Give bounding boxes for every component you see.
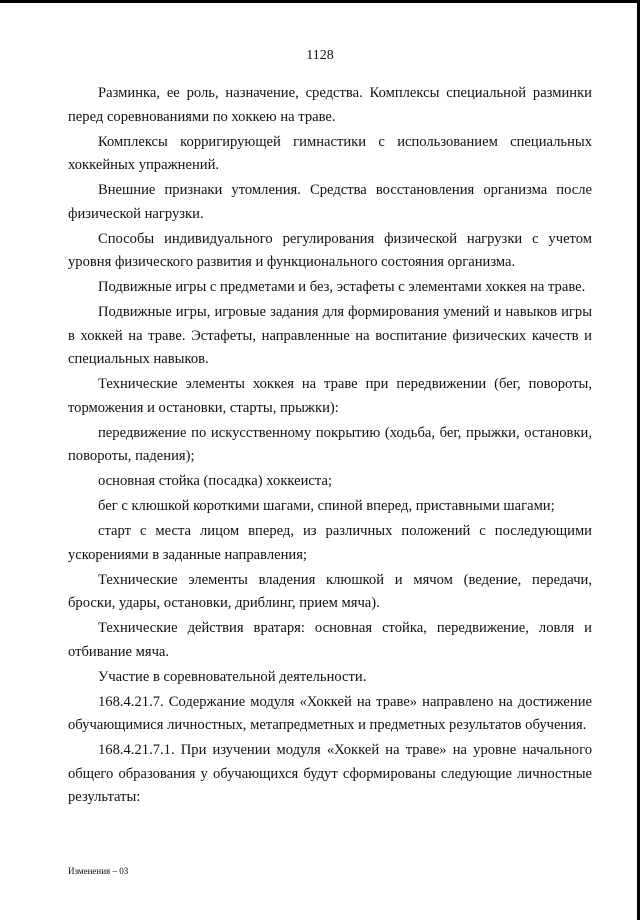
page-border-top xyxy=(0,0,640,3)
list-item: основная стойка (посадка) хоккеиста; xyxy=(98,473,332,489)
section-paragraph: 168.4.21.7. Содержание модуля «Хоккей на траве» направлено на достижение обучающимися личностных, метапредметных и предметных результатов обучения. xyxy=(68,693,592,733)
paragraph: Комплексы корригирующей гимнастики с использованием специальных хоккейных упражнений. xyxy=(68,133,592,173)
paragraph: Подвижные игры, игровые задания для формирования умений и навыков игры в хоккей на траве. Эстафеты, направленные на воспитание физических качеств и специальных навыков. xyxy=(68,304,592,367)
paragraph: Подвижные игры с предметами и без, эстафеты с элементами хоккея на траве. xyxy=(98,279,586,295)
page-number: 1128 xyxy=(306,48,334,63)
paragraph: Технические действия вратаря: основная стойка, передвижение, ловля и отбивание мяча. xyxy=(68,620,592,660)
paragraph: Способы индивидуального регулирования физической нагрузки с учетом уровня физического развития и функционального состояния организма. xyxy=(68,230,592,270)
list-item: старт с места лицом вперед, из различных положений с последующими ускорениями в заданные направления; xyxy=(68,523,592,563)
paragraph: Технические элементы хоккея на траве при передвижении (бег, повороты, торможения и остановки, старты, прыжки): xyxy=(68,376,592,416)
paragraph: Разминка, ее роль, назначение, средства. Комплексы специальной разминки перед соревнованиями по хоккею на траве. xyxy=(68,85,592,125)
section-paragraph: 168.4.21.7.1. При изучении модуля «Хоккей на траве» на уровне начального общего образования у обучающихся будут сформированы следующие личностные результаты: xyxy=(68,742,592,805)
paragraph: Технические элементы владения клюшкой и мячом (ведение, передачи, броски, удары, остановки, дриблинг, прием мяча). xyxy=(68,571,592,611)
document-body xyxy=(68,82,592,811)
paragraph: Внешние признаки утомления. Средства восстановления организма после физической нагрузки. xyxy=(68,182,592,222)
footer-revision-note: Изменения – 03 xyxy=(68,866,129,876)
list-item: бег с клюшкой короткими шагами, спиной вперед, приставными шагами; xyxy=(98,498,555,514)
paragraph: Участие в соревновательной деятельности. xyxy=(98,668,367,685)
list-item: передвижение по искусственному покрытию (ходьба, бег, прыжки, остановки, повороты, падения); xyxy=(68,424,592,464)
